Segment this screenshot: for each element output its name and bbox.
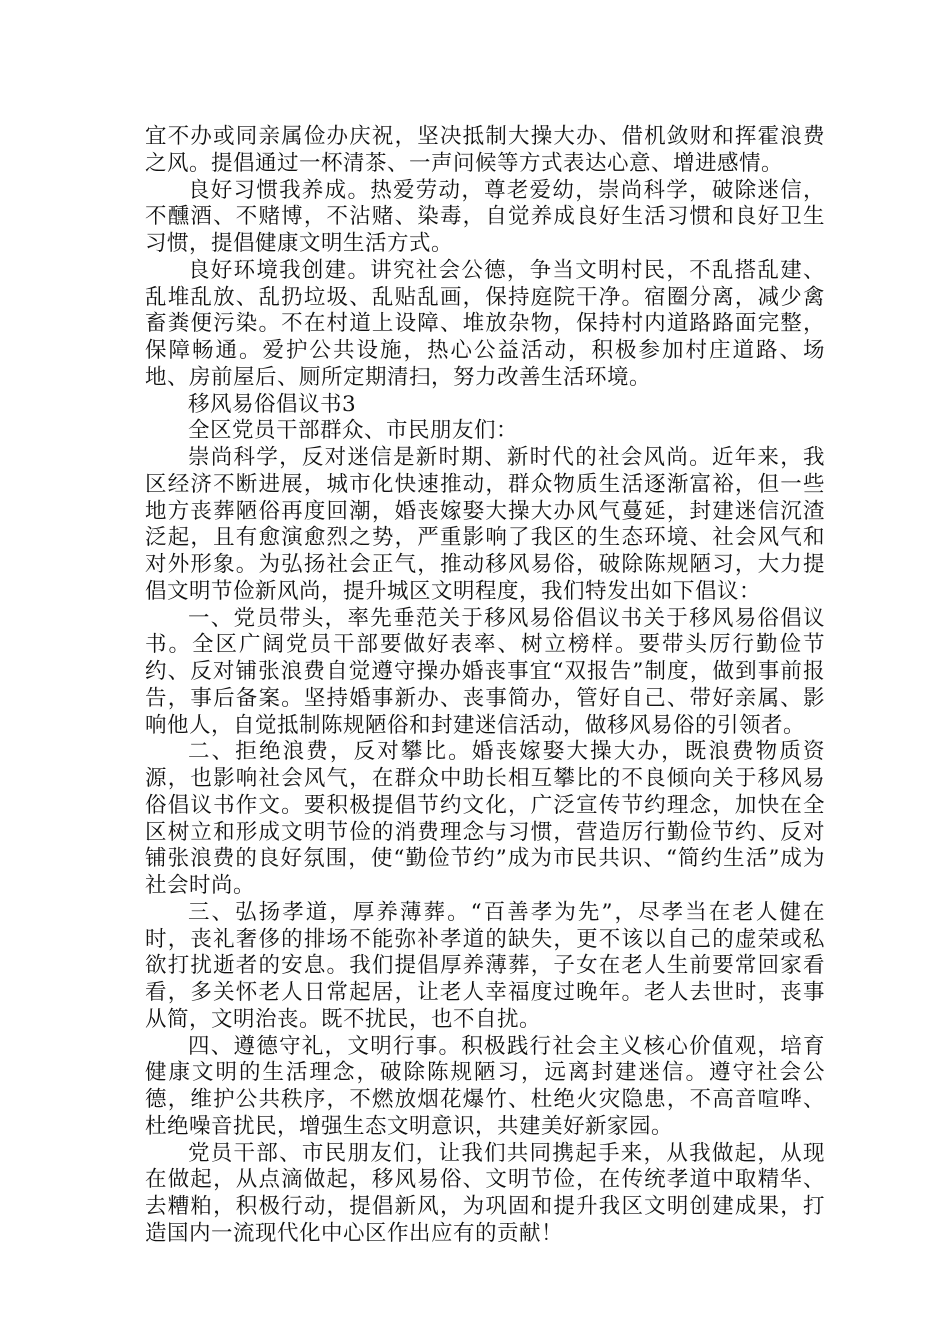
paragraph-point-4: 四、遵德守礼，文明行事。积极践行社会主义核心价值观，培育健康文明的生活理念，破除陈规陋习，远离封建迷信。遵守社会公德，维护公共秩序，不燃放烟花爆竹、杜绝火灾隐患，不高音喧哗、杜绝噪音扰民，增强生态文明意识，共建美好新家园。 bbox=[145, 1033, 825, 1139]
salutation: 全区党员干部群众、市民朋友们： bbox=[188, 418, 519, 444]
document-body bbox=[145, 124, 825, 1248]
section-title: 移风易俗倡议书3 bbox=[188, 391, 357, 417]
paragraph-point-1: 一、党员带头，率先垂范关于移风易俗倡议书关于移风易俗倡议书。全区广阔党员干部要做好表率、树立榜样。要带头厉行勤俭节约、反对铺张浪费自觉遵守操办婚丧事宜“双报告”制度，做到事前报告，事后备案。坚持婚事新办、丧事简办，管好自己、带好亲属、影响他人，自觉抵制陈规陋俗和封建迷信活动，做移风易俗的引领者。 bbox=[145, 605, 825, 738]
paragraph-intro: 崇尚科学，反对迷信是新时期、新时代的社会风尚。近年来，我区经济不断进展，城市化快速推动，群众物质生活逐渐富裕，但一些地方丧葬陋俗再度回潮，婚丧嫁娶大操大办风气蔓延，封建迷信沉渣泛起，且有愈演愈烈之势，严重影响了我区的生态环境、社会风气和对外形象。为弘扬社会正气，推动移风易俗，破除陈规陋习，大力提倡文明节俭新风尚，提升城区文明程度，我们特发出如下倡议： bbox=[145, 445, 825, 604]
paragraph-point-2: 二、拒绝浪费，反对攀比。婚丧嫁娶大操大办，既浪费物质资源，也影响社会风气，在群众中助长相互攀比的不良倾向关于移风易俗倡议书作文。要积极提倡节约文化，广泛宣传节约理念，加快在全区树立和形成文明节俭的消费理念与习惯，营造厉行勤俭节约、反对铺张浪费的良好氛围，使“勤俭节约”成为市民共识、“简约生活”成为社会时尚。 bbox=[145, 739, 826, 898]
paragraph-good-habits: 良好习惯我养成。热爱劳动，尊老爱幼，崇尚科学，破除迷信，不醺酒、不赌博，不沾赌、染毒，自觉养成良好生活习惯和良好卫生习惯，提倡健康文明生活方式。 bbox=[145, 177, 825, 256]
paragraph-good-environment: 良好环境我创建。讲究社会公德，争当文明村民，不乱搭乱建、乱堆乱放、乱扔垃圾、乱贴乱画，保持庭院干净。宿圈分离，减少禽畜粪便污染。不在村道上设障、堆放杂物，保持村内道路路面完整，保障畅通。爱护公共设施，热心公益活动，积极参加村庄道路、场地、房前屋后、厕所定期清扫，努力改善生活环境。 bbox=[145, 257, 825, 390]
paragraph-continuation: 宜不办或同亲属俭办庆祝，坚决抵制大操大办、借机敛财和挥霍浪费之风。提倡通过一杯清茶、一声问候等方式表达心意、增进感情。 bbox=[145, 124, 825, 176]
paragraph-closing: 党员干部、市民朋友们，让我们共同携起手来，从我做起，从现在做起，从点滴做起，移风易俗、文明节俭，在传统孝道中取精华、去糟粕，积极行动，提倡新风，为巩固和提升我区文明创建成果，打造国内一流现代化中心区作出应有的贡献！ bbox=[145, 1140, 825, 1246]
paragraph-point-3: 三、弘扬孝道，厚养薄葬。“百善孝为先”，尽孝当在老人健在时，丧礼奢侈的排场不能弥补孝道的缺失，更不该以自己的虚荣或私欲打扰逝者的安息。我们提倡厚养薄葬，子女在老人生前要常回家看看，多关怀老人日常起居，让老人幸福度过晚年。老人去世时，丧事从简，文明治丧。既不扰民，也不自扰。 bbox=[145, 899, 825, 1032]
